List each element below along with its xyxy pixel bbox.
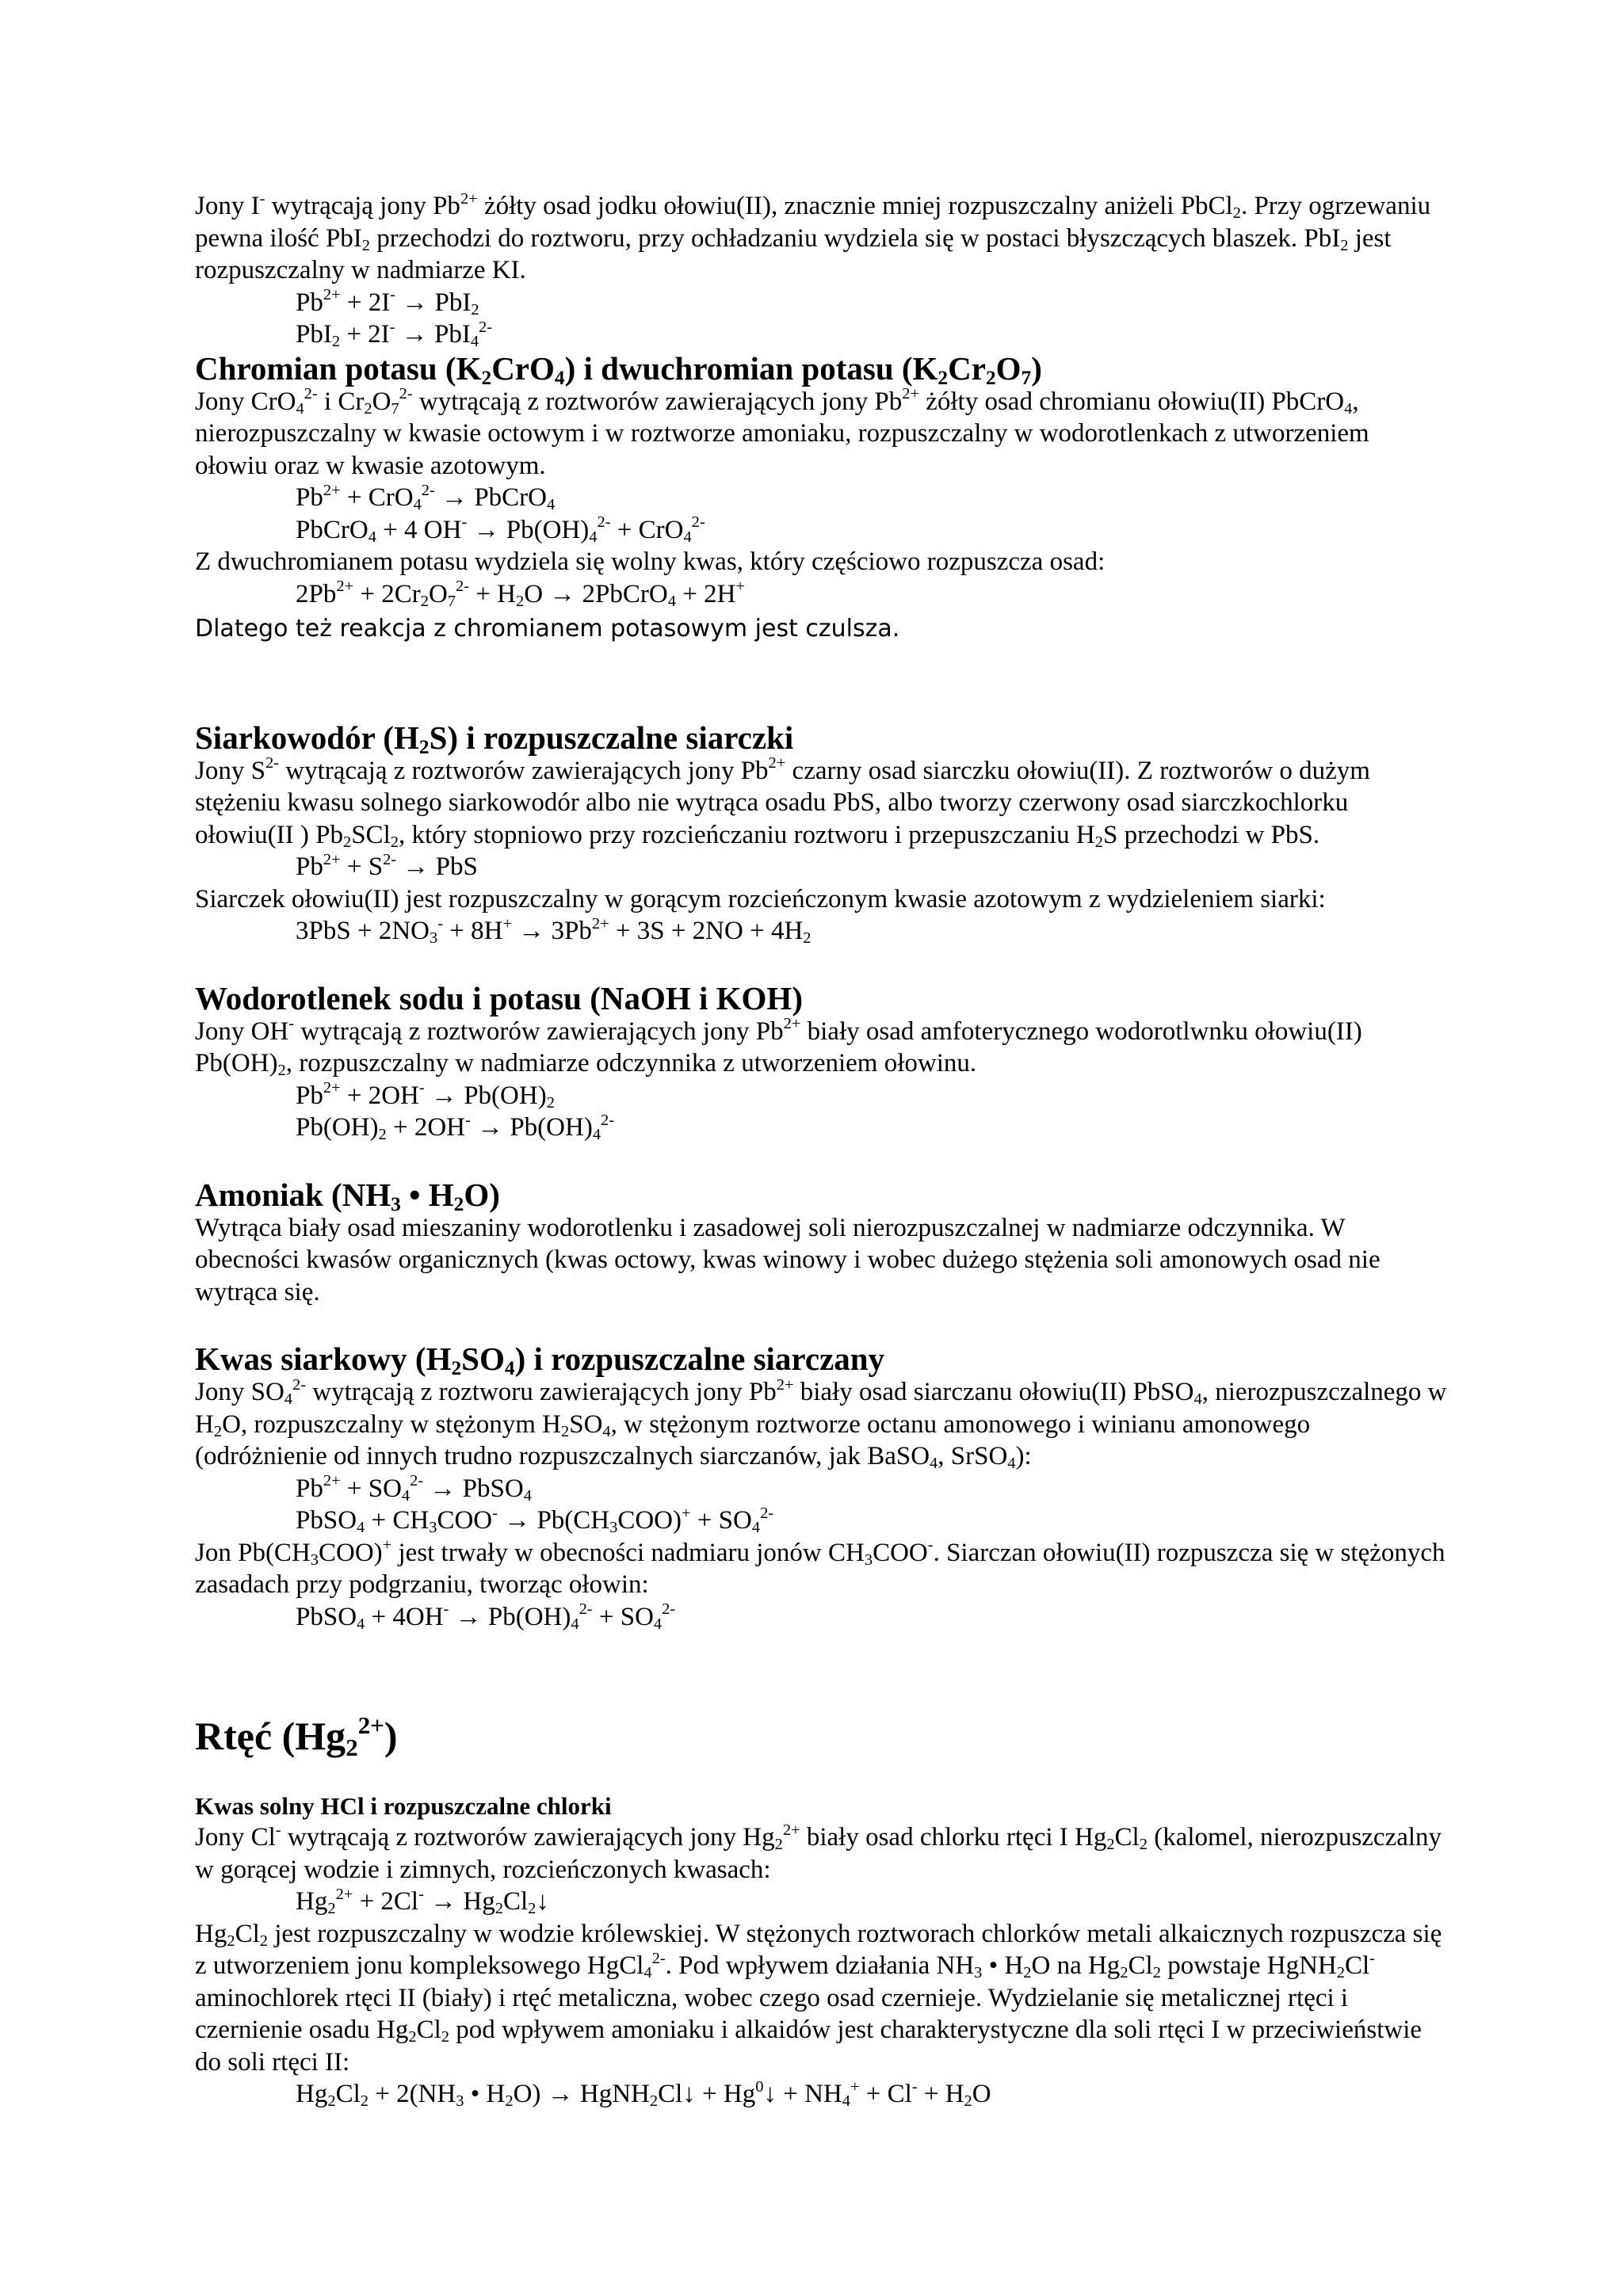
equation: $Hg_2Cl_2 + 2(NH_3$ • $H_2O$) → HgNH$_2$Cl↓ + $Hg^0↓ + NH_4^+ + Cl^- + H_2O$	[296, 2077, 991, 2111]
mercury-paragraph-2: $Hg_2Cl_2$ jest rozpuszczalny w wodzie królewskiej. W stężonych roztworach chlorków metali alkaicznych rozpuszcza się z utworzeniem jonu kompleksowego HgCl$_4^{2-}$. Pod wpływem działania $NH_3$ • $H_2O$ na $Hg_2Cl_2$ powstaje HgNH$_2$Cl- aminochlorek rtęci II (biały) i rtęć metaliczna, wobec czego osad czernieje. Wydzielanie się metalicznej rtęci i czernienie osadu $Hg_2Cl_2$ pod wpływem amoniaku i alkaidów jest charakterystyczne dla soli rtęci I w przeciwieństwie do soli rtęci II:	[195, 1919, 1442, 2077]
spacer	[195, 1308, 1447, 1341]
sulfate-paragraph-2: Jon $Pb(CH_3COO)^+$ jest trwały w obecności nadmiaru jonów $CH_3COO^-$. Siarczan ołowiu(II) rozpuszcza się w stężonych zasadach przy podgrzaniu, tworząc ołowin:	[195, 1536, 1445, 1599]
mercury-paragraph: Jony Cl- wytrącają z roztworów zawierających jony $Hg_2^{2+}$ biały osad chlorku rtęci I $Hg_2Cl_2$ (kalomel, nierozpuszczalny w gorącej wodzie i zimnych, rozcieńczonych kwasach:	[195, 1821, 1442, 1884]
section-heading-hydroxide: Wodorotlenek sodu i potasu (NaOH i KOH)	[195, 979, 803, 1016]
equation: $2Pb^{2+} + 2Cr_2O_7^{2-} + H_2O$ → 2PbCrO$_4$ + 2H+	[296, 578, 745, 610]
spacer	[195, 1633, 1447, 1712]
equation: PbSO$_4$ + $4OH^- \to Pb(OH)_4^{2-} + SO_4^{2-}$	[296, 1600, 676, 1633]
spacer	[195, 948, 1447, 981]
ammonia-paragraph: Wytrąca biały osad mieszaniny wodorotlenku i zasadowej soli nierozpuszczalnej w nadmiarze odczynnika. W obecności kwasów organicznych (kwas octowy, kwas winowy i wobec dużego stężenia soli amonowych osad nie wytrąca się.	[195, 1213, 1381, 1306]
equation: $Pb^{2+} + 2OH^- \to Pb(OH)_2$	[296, 1079, 555, 1112]
equation: PbI$_2$ + 2I- → PbI$_4^{2-}$	[296, 318, 493, 351]
chromate-paragraph-2: Z dwuchromianem potasu wydziela się wolny kwas, który częściowo rozpuszcza osad:	[195, 547, 1106, 576]
section-heading-sulfate: Kwas siarkowy $(H_2SO_4)$ i rozpuszczalne siarczany	[195, 1341, 885, 1380]
equation: $Pb^{2+} + CrO_4^{2-}$ → PbCrO$_4$	[296, 481, 556, 514]
hydroxide-paragraph: Jony OH- wytrącają z roztworów zawierających jony $Pb^{2+}$ biały osad amfoterycznego wodorotlwnku ołowiu(II) $Pb(OH)_2$, rozpuszczalny w nadmiarze odczynnika z utworzeniem ołowinu.	[195, 1015, 1362, 1080]
sulfate-paragraph: Jony $SO_4^{2-}$ wytrącają z roztworu zawierających jony $Pb^{2+}$ biały osad siarczanu ołowiu(II) PbSO$_4$, nierozpuszczalnego w $H_2O$, rozpuszczalny w stężonym $H_2SO_4$, w stężonym roztworze octanu amonowego i winianu amonowego (odróżnienie od innych trudno rozpuszczalnych siarczanów, jak BaSO$_4$, SrSO$_4$):	[195, 1375, 1447, 1473]
chromate-paragraph-3: Dlatego też reakcja z chromianem potasowym jest czulsza.	[195, 615, 900, 643]
equation: $Hg_2^{2+} + 2Cl^-$ → $Hg_2Cl_2↓$	[296, 1885, 549, 1918]
section-heading-chromate: Chromian potasu $(K_2CrO_4)$ i dwuchromian potasu $(K_2Cr_2O_7)$	[195, 349, 1042, 389]
subsection-heading-hcl: Kwas solny HCl i rozpuszczalne chlorki	[195, 1792, 612, 1820]
spacer	[195, 646, 1447, 720]
equation: $3PbS + 2NO_3^- + 8H^+ \to 3Pb^{2+} + 3S + 2NO + 4H_2$	[296, 914, 812, 948]
equation: $Pb^{2+} + S^{2-}$ → PbS	[296, 850, 478, 881]
sulfide-paragraph: Jony $S^{2-}$ wytrącają z roztworów zawierających jony $Pb^{2+}$ czarny osad siarczku ołowiu(II). Z roztworów o dużym stężeniu kwasu solnego siarkowodór albo nie wytrąca osadu PbS, albo tworzy czerwony osad siarczkochlorku ołowiu(II ) $Pb_2SCl_2$, który stopniowo przy rozcieńczaniu roztworu i przepuszczaniu $H_2S$ przechodzi w PbS.	[195, 754, 1370, 851]
section-title-mercury: Rtęć $(Hg_2^{2+})$	[195, 1711, 398, 1761]
spacer	[195, 1760, 1447, 1791]
document-page	[195, 190, 1447, 2111]
section-heading-ammonia: Amoniak ($NH_3$ • $H_2O$)	[195, 1176, 500, 1215]
equation: $Pb(OH)_2 + 2OH^- \to Pb(OH)_4^{2-}$	[296, 1111, 615, 1144]
chromate-paragraph: Jony CrO$_4^{2-}$ i $Cr_2O_7^{2-}$ wytrącają z roztworów zawierających jony $Pb^{2+}$ żółty osad chromianu ołowiu(II) PbCrO$_4$, nierozpuszczalny w kwasie octowym i w roztworze amoniaku, rozpuszczalny w wodorotlenkach z utworzeniem ołowiu oraz w kwasie azotowym.	[195, 385, 1369, 480]
equation: PbCrO$_4$ + 4 $OH^- \to Pb(OH)_4^{2-} + CrO_4^{2-}$	[296, 513, 705, 546]
sulfide-paragraph-2: Siarczek ołowiu(II) jest rozpuszczalny w gorącym rozcieńczonym kwasie azotowym z wydzieleniem siarki:	[195, 884, 1326, 913]
pb-iodide-paragraph: Jony I- wytrącają jony $Pb^{2+}$ żółty osad jodku ołowiu(II), znacznie mniej rozpuszczalny aniżeli PbCl$_2$. Przy ogrzewaniu pewna ilość PbI$_2$ przechodzi do roztworu, przy ochładzaniu wydziela się w postaci błyszczących blaszek. PbI$_2$ jest rozpuszczalny w nadmiarze KI.	[195, 189, 1431, 284]
equation: PbSO$_4$ + $CH_3COO^- \to Pb(CH_3COO)^+ + SO_4^{2-}$	[296, 1504, 774, 1537]
equation: $Pb^{2+} + SO_4^{2-}$ → PbSO$_4$	[296, 1472, 532, 1505]
section-heading-sulfide: Siarkowodór $(H_2S)$ i rozpuszczalne siarczki	[195, 719, 794, 758]
spacer	[195, 1144, 1447, 1177]
equation: $Pb^{2+} + 2I^- \to PbI_2$	[296, 286, 479, 318]
